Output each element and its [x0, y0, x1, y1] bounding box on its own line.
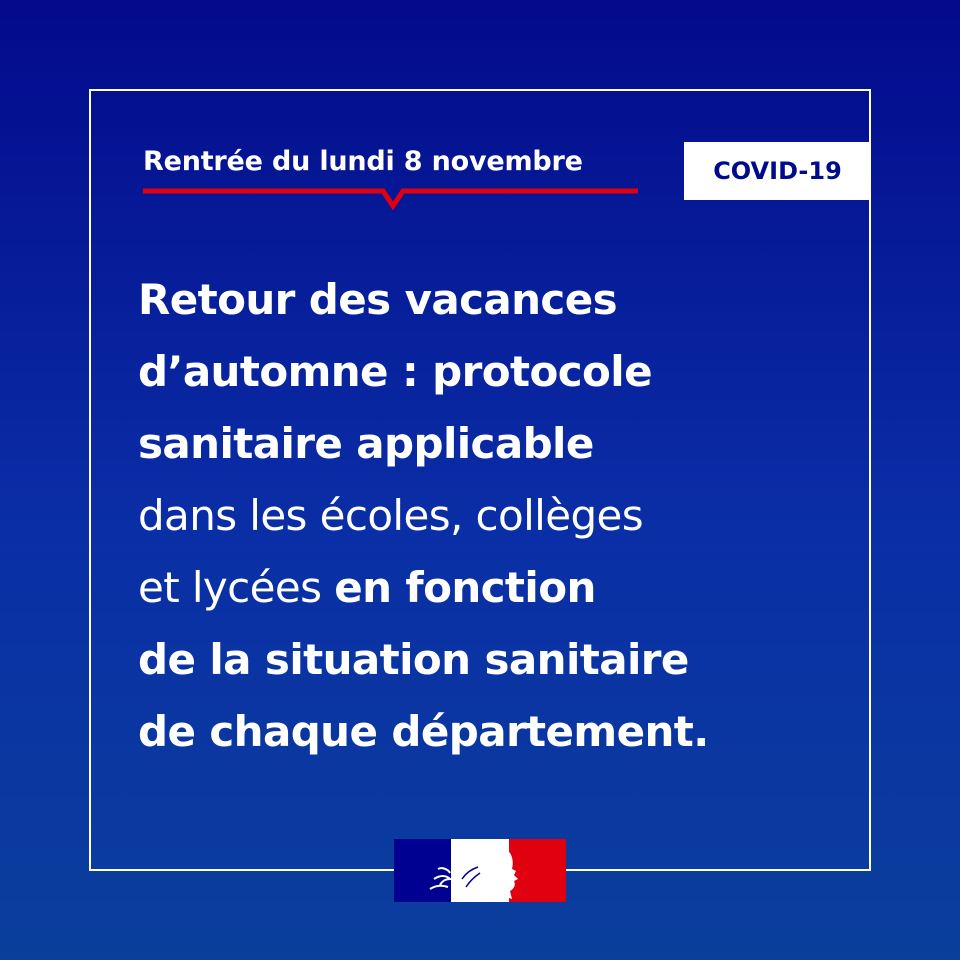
headline	[138, 264, 858, 768]
headline-line-5	[138, 552, 858, 624]
date-heading: Rentrée du lundi 8 novembre	[143, 146, 583, 177]
headline-line-3: sanitaire applicable	[138, 419, 594, 468]
headline-line-1: Retour des vacances	[138, 275, 618, 324]
headline-line-5-regular: et lycées	[138, 563, 335, 612]
red-speech-underline	[143, 186, 638, 216]
headline-line-6: de la situation sanitaire	[138, 635, 689, 684]
headline-line-4: dans les écoles, collèges	[138, 491, 644, 540]
headline-line-2: d’automne : protocole	[138, 347, 652, 396]
marianne-logo-icon	[394, 839, 566, 902]
marianne-profile-icon	[394, 839, 566, 902]
headline-line-5-bold: en fonction	[334, 563, 596, 612]
headline-line-7: de chaque département.	[138, 707, 709, 756]
covid-badge: COVID-19	[684, 142, 871, 200]
